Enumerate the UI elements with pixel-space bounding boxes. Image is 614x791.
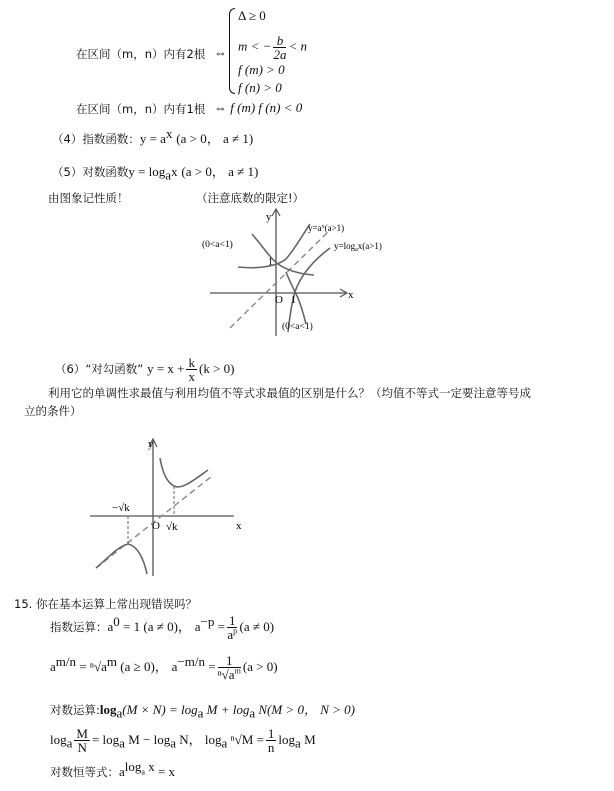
label-exp-gt1: $y=a^x(a>1)$ bbox=[308, 223, 345, 233]
label-lt1-left: (0<a<1) bbox=[202, 240, 233, 250]
item4-exp: x bbox=[165, 126, 173, 141]
two-roots-label: 在区间（m，n）内有2根 bbox=[76, 47, 206, 61]
exp-rules-line1: 指数运算：$a^0 = 1$ (a ≠ 0)， $a^{-p}$ = $\frac{1}{a^p}$ (a ≠ 0) bbox=[50, 613, 275, 642]
exp-log-graph bbox=[196, 204, 396, 344]
branch-right bbox=[160, 458, 208, 487]
equivalence-arrow: ⇔ bbox=[214, 45, 227, 60]
item4-label: （4）指数函数： bbox=[52, 132, 140, 146]
cond-vertex-num: b bbox=[273, 34, 286, 48]
brace bbox=[229, 8, 235, 94]
curve-log-lt1 bbox=[286, 272, 306, 324]
item6-cond: (k > 0) bbox=[198, 361, 235, 376]
graph-note-left: 由图象记性质！ bbox=[48, 191, 129, 205]
label-lt1-bottom: (0<a<1) bbox=[282, 322, 313, 332]
exp-label: 指数运算： bbox=[50, 620, 108, 634]
cond-vertex bbox=[238, 34, 307, 61]
log-label: 对数运算: bbox=[50, 703, 100, 717]
identity-label: 对数恒等式： bbox=[50, 765, 119, 779]
graph1-origin: O bbox=[275, 294, 283, 306]
graph1-one-x: 1 bbox=[291, 295, 296, 306]
cond-delta: Δ ≥ 0 bbox=[238, 8, 266, 23]
item6-line bbox=[55, 356, 234, 383]
cond-fn: f (n) > 0 bbox=[238, 80, 282, 95]
item5-cond: (a > 0， a ≠ 1) bbox=[181, 164, 259, 179]
item5-tail: x bbox=[171, 164, 178, 179]
item5-formula: y = log bbox=[128, 164, 166, 179]
label-log-gt1: $y=\log_ax(a>1)$ bbox=[334, 241, 382, 253]
item5-line bbox=[52, 161, 259, 183]
item15-title: 15. 你在基本运算上常出现错误吗？ bbox=[14, 597, 197, 611]
graph2-pos-root: √k bbox=[166, 521, 178, 533]
cond-vertex-right: < n bbox=[288, 38, 307, 54]
tick-function-graph bbox=[86, 436, 256, 580]
item4-formula: y = a bbox=[139, 131, 166, 146]
graph2-origin: O bbox=[152, 520, 160, 532]
graph2-y-label: y bbox=[148, 438, 154, 450]
exp-rules-line2: $a^{m/n} = ^n√a^m$ (a ≥ 0)， $a^{-m/n}$ = $\frac{1}{^n√a^m}$ (a > 0) bbox=[50, 653, 278, 682]
graph-note-right: （注意底数的限定!） bbox=[196, 191, 305, 205]
graph2-x-label: x bbox=[236, 520, 242, 532]
log-rules-line1: 对数运算$:\log_a(M \times N) = \log_a M + \log_a N(M > 0$， N > 0) bbox=[50, 702, 356, 721]
item4-cond: (a > 0， a ≠ 1) bbox=[176, 131, 254, 146]
graph1-one-y: 1 bbox=[268, 257, 273, 268]
item5-label: （5）对数函数 bbox=[52, 165, 129, 179]
item6-num: k bbox=[188, 355, 195, 370]
one-root-cond: ⇔ f (m) f (n) < 0 bbox=[214, 100, 303, 115]
cond-vertex-den: 2a bbox=[273, 47, 287, 62]
item4-line bbox=[52, 128, 253, 147]
cond-fm: f (m) > 0 bbox=[238, 62, 285, 77]
graph1-x-label: x bbox=[348, 289, 354, 301]
item6-question-line1: 利用它的单调性求最值与利用均值不等式求最值的区别是什么？（均值不等式一定要注意等号成 bbox=[48, 386, 531, 400]
item6-label: （6）“对勾函数” bbox=[55, 362, 144, 376]
graph1-y-label: y bbox=[266, 211, 272, 223]
item5-sub: a bbox=[165, 167, 172, 183]
log-identity-line: 对数恒等式：$a^{log_a x} = x$ bbox=[50, 759, 176, 779]
item6-den: x bbox=[188, 369, 195, 384]
log-rules-line2: $\log_a$ $\frac{M}{N}$ = $\log_a M - \log_a N$， $\log_a ^n√M$ = $\frac{1}{n}$ $\log_a M$ bbox=[50, 726, 316, 755]
line-y-equals-x bbox=[230, 232, 328, 328]
one-root-label: 在区间（m，n）内有1根 bbox=[76, 102, 206, 116]
item6-formula-left: y = x + bbox=[147, 361, 185, 376]
item6-question-line2: 立的条件） bbox=[24, 404, 82, 418]
cond-vertex-left: m < − bbox=[238, 38, 272, 54]
graph2-neg-root: −√k bbox=[112, 502, 130, 514]
